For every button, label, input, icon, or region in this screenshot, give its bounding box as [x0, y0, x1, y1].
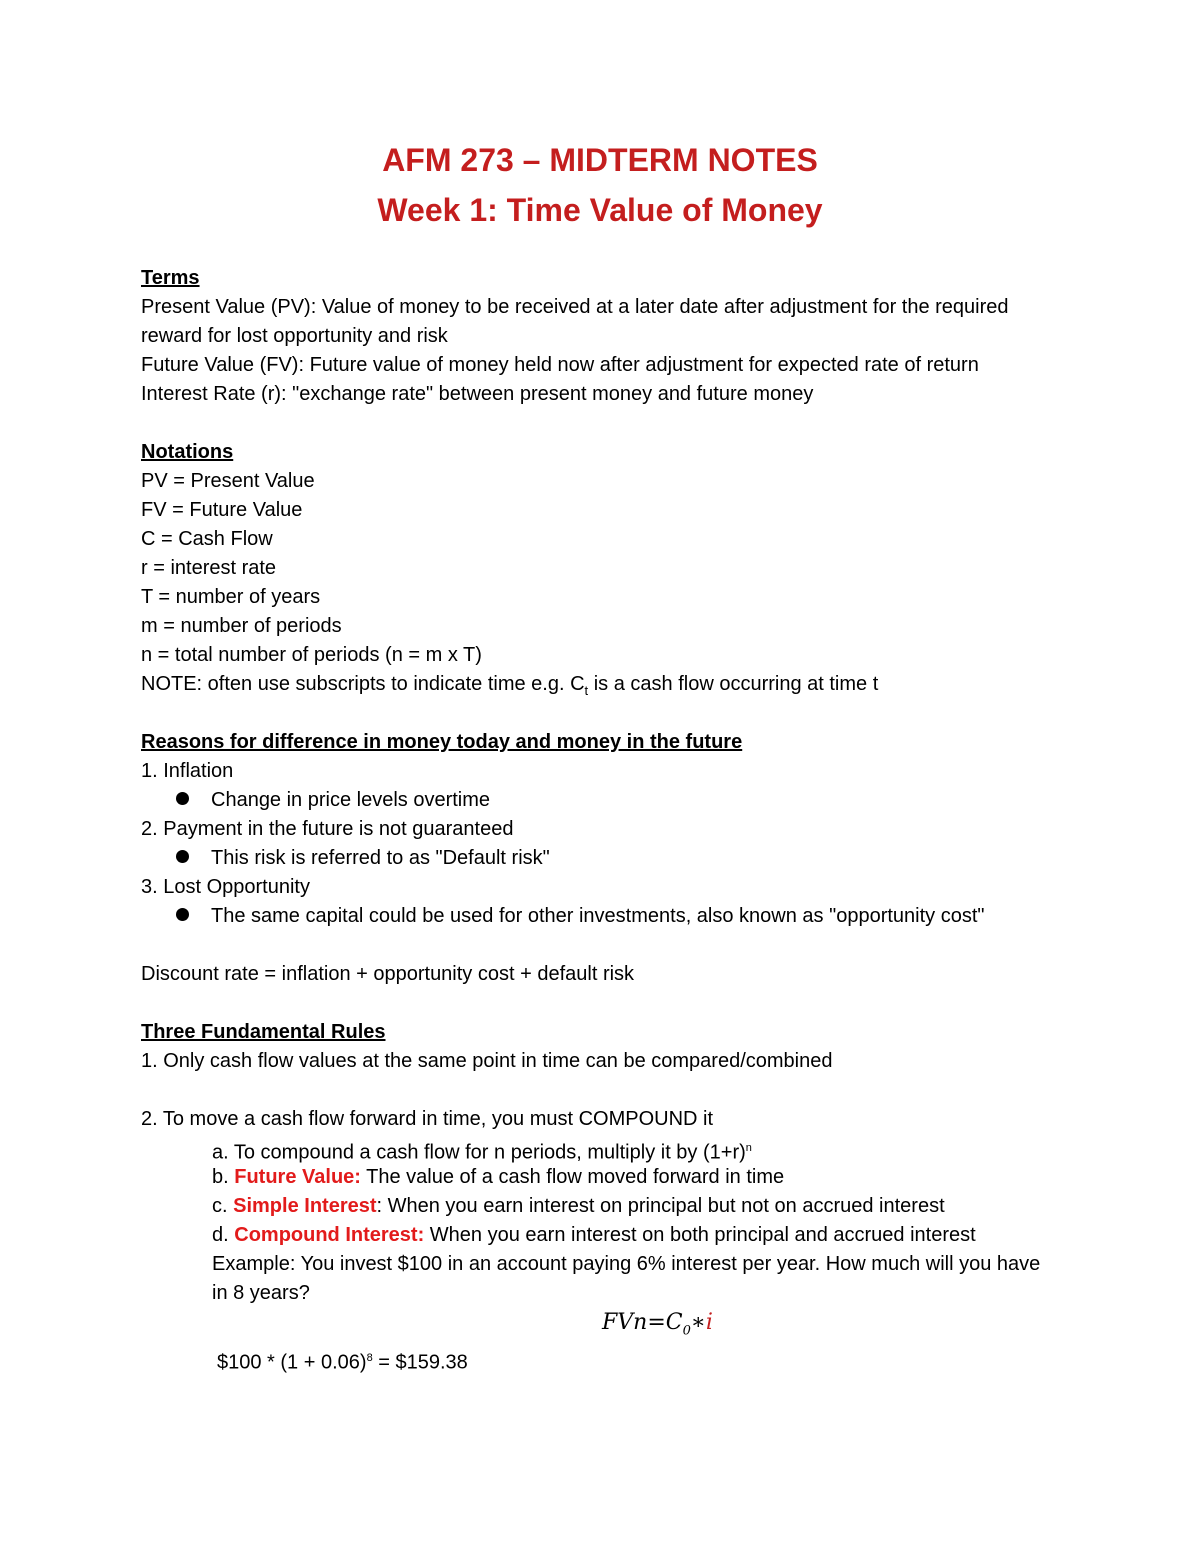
rule-2c-text: : When you earn interest on principal but not on accrued interest	[376, 1195, 945, 1217]
document-subtitle: Week 1: Time Value of Money	[377, 192, 823, 228]
notation-note	[141, 670, 878, 705]
calc-result: = $159.38	[372, 1351, 468, 1374]
reason-3-bullet	[176, 902, 985, 931]
reason-2-bullet	[176, 844, 550, 873]
notation-item: m = number of periods	[141, 615, 342, 637]
note-subscript: t	[584, 683, 589, 698]
notation-item: T = number of years	[141, 586, 321, 608]
reason-1-bullet	[176, 786, 490, 815]
bullet-icon	[176, 908, 189, 921]
rule-2c	[212, 1192, 945, 1221]
reason-3: 3. Lost Opportunity	[141, 876, 310, 898]
rule-2b	[212, 1163, 784, 1192]
fv-formula	[602, 1310, 713, 1338]
bullet-icon	[176, 850, 189, 863]
rule-2d-text: When you earn interest on both principal and accrued interest	[424, 1224, 976, 1246]
term-fv: Future Value (FV): Future value of money held now after adjustment for expected rate of return	[141, 354, 979, 376]
rule-2b-text: The value of a cash flow moved forward in time	[360, 1166, 785, 1188]
notation-item: PV = Present Value	[141, 470, 315, 492]
rule-2: 2. To move a cash flow forward in time, you must COMPOUND it	[141, 1108, 714, 1130]
rule-2a-exponent: n	[745, 1142, 752, 1154]
notation-item: C = Cash Flow	[141, 528, 273, 550]
rules-heading: Three Fundamental Rules	[141, 1021, 386, 1043]
bullet-text: Change in price levels overtime	[211, 789, 491, 811]
term-pv-line2: reward for lost opportunity and risk	[141, 325, 448, 347]
formula-operator: ∗	[690, 1310, 706, 1335]
term-pv-line1: Present Value (PV): Value of money to be received at a later date after adjustment for the required	[141, 296, 1009, 318]
rule-1: 1. Only cash flow values at the same point in time can be compared/combined	[141, 1050, 833, 1072]
reason-1: 1. Inflation	[141, 760, 234, 782]
document-title: AFM 273 – MIDTERM NOTES	[382, 142, 818, 178]
rule-2d	[212, 1221, 976, 1250]
rule-2a-text: a. To compound a cash flow for n periods, multiply it by (1+r)	[212, 1141, 746, 1164]
note-prefix: NOTE: often use subscripts to indicate time e.g. C	[141, 673, 585, 695]
rule-2b-prefix: b.	[212, 1166, 235, 1188]
calc-exponent: 8	[366, 1352, 373, 1364]
notation-item: r = interest rate	[141, 557, 277, 579]
example-calculation	[217, 1344, 468, 1378]
rule-2c-term: Simple Interest	[233, 1195, 377, 1217]
formula-subscript: 0	[682, 1323, 691, 1339]
rule-2c-prefix: c.	[212, 1195, 234, 1217]
notations-heading: Notations	[141, 441, 234, 463]
example-line2: in 8 years?	[212, 1282, 310, 1304]
rule-2d-term: Compound Interest:	[234, 1224, 425, 1246]
formula-left: FVn=C	[602, 1310, 683, 1335]
bullet-text: This risk is referred to as "Default risk"	[211, 847, 550, 869]
reasons-heading: Reasons for difference in money today and money in the future	[141, 731, 743, 753]
discount-rate-line: Discount rate = inflation + opportunity cost + default risk	[141, 963, 635, 985]
rule-2b-term: Future Value:	[234, 1166, 361, 1188]
term-interest-rate: Interest Rate (r): "exchange rate" between present money and future money	[141, 383, 814, 405]
bullet-icon	[176, 792, 189, 805]
rule-2d-prefix: d.	[212, 1224, 235, 1246]
note-suffix: is a cash flow occurring at time t	[588, 673, 879, 695]
notation-item: n = total number of periods (n = m x T)	[141, 644, 482, 666]
formula-i: i	[705, 1310, 713, 1335]
calc-prefix: $100 * (1 + 0.06)	[217, 1351, 367, 1374]
notation-item: FV = Future Value	[141, 499, 303, 521]
reason-2: 2. Payment in the future is not guaranteed	[141, 818, 514, 840]
terms-heading: Terms	[141, 267, 200, 289]
bullet-text: The same capital could be used for other investments, also known as "opportunity cost"	[211, 905, 985, 927]
example-line1: Example: You invest $100 in an account paying 6% interest per year. How much will you have	[212, 1253, 1041, 1275]
